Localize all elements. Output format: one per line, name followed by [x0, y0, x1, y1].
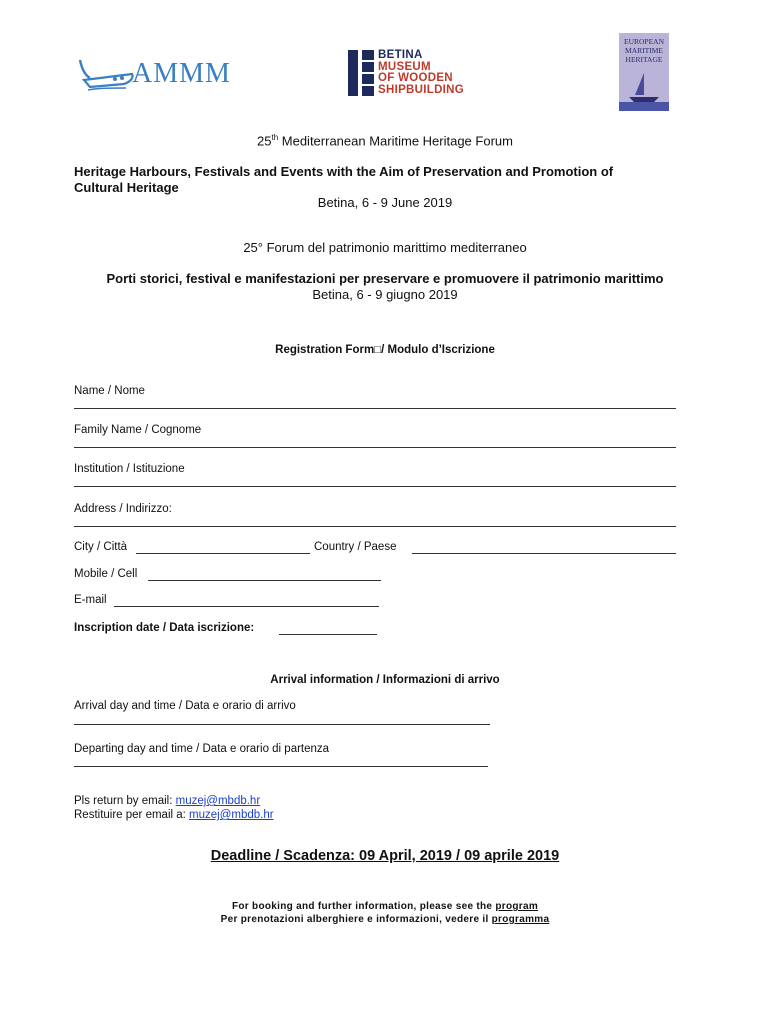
footer-en — [0, 901, 770, 912]
footer-it-text: Per prenotazioni alberghiere e informazioni, vedere il — [220, 914, 492, 925]
betina-logo-mark — [348, 50, 374, 96]
forum-title-it: 25° Forum del patrimonio marittimo mediterraneo — [243, 240, 527, 255]
european-logo-line2: MARITIME — [625, 46, 663, 55]
ammm-logo — [76, 50, 246, 102]
email-field[interactable] — [114, 606, 379, 607]
family-name-label: Family Name / Cognome — [74, 424, 202, 436]
sailboat-icon — [619, 71, 669, 111]
forum-title-en — [0, 133, 770, 148]
registration-heading: Registration Form□/ Modulo d’Iscrizione — [275, 344, 495, 356]
forum-number: 25 — [257, 133, 272, 149]
footer-it — [0, 914, 770, 925]
family-name-field[interactable] — [74, 447, 676, 448]
ammm-logo-text: AMMM — [132, 58, 231, 89]
european-maritime-heritage-logo — [619, 33, 669, 111]
departing-field[interactable] — [74, 766, 488, 767]
theme-en-line2: Cultural Heritage — [74, 180, 179, 195]
address-label: Address / Indirizzo: — [74, 503, 172, 515]
ship-icon — [76, 52, 138, 98]
theme-en-line1: Heritage Harbours, Festivals and Events with the Aim of Preservation and Promotion of — [74, 164, 614, 179]
arrival-field[interactable] — [74, 724, 490, 725]
forum-number-suffix: th — [271, 133, 279, 142]
program-link[interactable]: program — [495, 901, 539, 912]
betina-logo-line4: SHIPBUILDING — [378, 83, 465, 96]
institution-field[interactable] — [74, 486, 676, 487]
city-field[interactable] — [136, 553, 310, 554]
return-en — [74, 795, 260, 807]
departing-label: Departing day and time / Data e orario di partenza — [74, 743, 330, 755]
forum-title-text: Mediterranean Maritime Heritage Forum — [278, 133, 513, 149]
arrival-heading: Arrival information / Informazioni di arrivo — [270, 674, 500, 686]
betina-museum-logo — [348, 50, 498, 98]
return-it — [74, 809, 274, 821]
country-field[interactable] — [412, 553, 676, 554]
name-field[interactable] — [74, 408, 676, 409]
mobile-field[interactable] — [148, 580, 381, 581]
return-it-text: Restituire per email a: — [74, 809, 190, 821]
betina-logo-line3: OF WOODEN — [378, 72, 453, 84]
betina-logo-line2: MUSEUM — [378, 60, 431, 73]
arrival-label: Arrival day and time / Data e orario di arrivo — [74, 700, 296, 712]
inscription-date-label: Inscription date / Data iscrizione: — [74, 622, 255, 634]
institution-label: Institution / Istituzione — [74, 463, 185, 475]
european-logo-line1: EUROPEAN — [623, 37, 664, 46]
city-label: City / Città — [74, 541, 128, 553]
return-en-text: Pls return by email: — [74, 795, 176, 807]
name-label: Name / Nome — [74, 385, 145, 397]
return-email-link-it[interactable]: muzej@mbdb.hr — [189, 809, 274, 821]
european-logo-line3: HERITAGE — [625, 55, 663, 64]
return-email-link-en[interactable]: muzej@mbdb.hr — [175, 795, 261, 807]
programma-link[interactable]: programma — [491, 914, 550, 925]
mobile-label: Mobile / Cell — [74, 568, 138, 580]
deadline: Deadline / Scadenza: 09 April, 2019 / 09 aprile 2019 — [210, 848, 560, 864]
date-en: Betina, 6 - 9 June 2019 — [317, 195, 453, 210]
country-label: Country / Paese — [314, 541, 397, 553]
date-it: Betina, 6 - 9 giugno 2019 — [312, 287, 458, 302]
footer-en-text: For booking and further information, please see the — [231, 901, 496, 912]
inscription-date-field[interactable] — [279, 634, 377, 635]
address-field[interactable] — [74, 526, 676, 527]
email-label: E-mail — [74, 594, 107, 606]
theme-it: Porti storici, festival e manifestazioni per preservare e promuovere il patrimonio marittimo — [106, 271, 664, 286]
betina-logo-line1: BETINA — [378, 49, 423, 61]
